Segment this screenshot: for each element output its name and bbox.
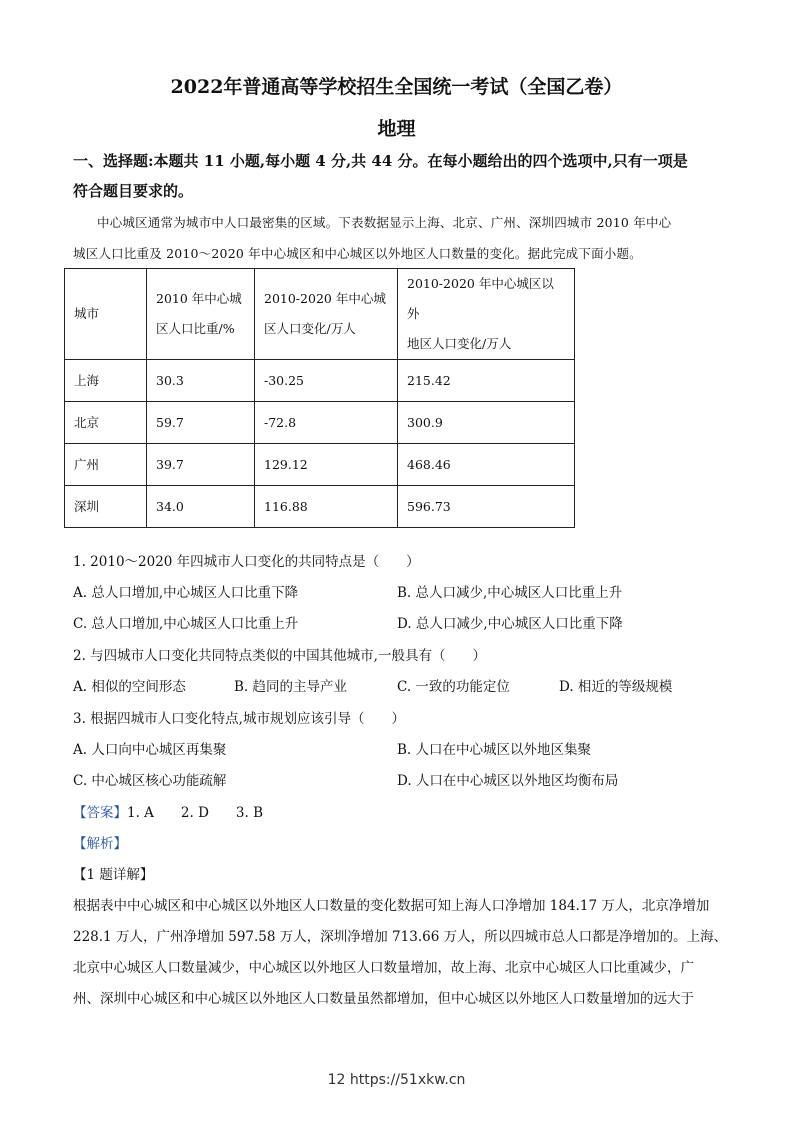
table-cell: 34.0 xyxy=(147,486,255,528)
table-header-cell: 2010 年中心城 区人口比重/% xyxy=(147,269,255,360)
table-cell: 596.73 xyxy=(398,486,575,528)
answer-values: 1. A 2. D 3. B xyxy=(127,805,264,821)
table-cell: 上海 xyxy=(65,360,147,402)
table-header-cell: 2010-2020 年中心城 区人口变化/万人 xyxy=(255,269,398,360)
table-cell: 39.7 xyxy=(147,444,255,486)
question-3-option-d: D. 人口在中心城区以外地区均衡布局 xyxy=(397,773,619,789)
detail-label: 【1 题详解】 xyxy=(73,867,154,883)
table-cell: 116.88 xyxy=(255,486,398,528)
intro-line-2: 城区人口比重及 2010～2020 年中心城区和中心城区以外地区人口数量的变化。据此完成下面小题。 xyxy=(73,246,642,261)
table-header-row xyxy=(65,269,575,360)
table-cell: 30.3 xyxy=(147,360,255,402)
intro-line-1: 中心城区通常为城市中人口最密集的区域。下表数据显示上海、北京、广州、深圳四城市 2010 年中心 xyxy=(97,215,672,230)
table-row xyxy=(65,486,575,528)
question-1-stem: 1. 2010～2020 年四城市人口变化的共同特点是（ ） xyxy=(73,554,420,570)
table-cell: 215.42 xyxy=(398,360,575,402)
analysis-line-4: 州、深圳中心城区和中心城区以外地区人口数量虽然都增加，但中心城区以外地区人口数量增加的远大于 xyxy=(73,991,694,1007)
question-2-option-c: C. 一致的功能定位 xyxy=(397,679,510,695)
question-1-option-d: D. 总人口减少,中心城区人口比重下降 xyxy=(397,616,623,632)
question-3-option-a: A. 人口向中心城区再集聚 xyxy=(73,742,227,758)
table-row xyxy=(65,402,575,444)
analysis-line-1: 根据表中中心城区和中心城区以外地区人口数量的变化数据可知上海人口净增加 184.17 万人，北京净增加 xyxy=(73,898,710,914)
table-cell: 深圳 xyxy=(65,486,147,528)
table-row xyxy=(65,444,575,486)
answer-label: 【答案】 xyxy=(73,805,127,821)
question-2-option-a: A. 相似的空间形态 xyxy=(73,679,186,695)
table-cell: 129.12 xyxy=(255,444,398,486)
question-3-stem: 3. 根据四城市人口变化特点,城市规划应该引导（ ） xyxy=(73,711,405,727)
table-cell: -72.8 xyxy=(255,402,398,444)
question-3-option-b: B. 人口在中心城区以外地区集聚 xyxy=(397,742,592,758)
question-1-option-c: C. 总人口增加,中心城区人口比重上升 xyxy=(73,616,299,632)
subject-heading: 地理 xyxy=(377,118,416,140)
analysis-line-2: 228.1 万人，广州净增加 597.58 万人，深圳净增加 713.66 万人，所以四城市总人口都是净增加的。上海、 xyxy=(73,929,728,945)
section-instruction-line-1: 一、选择题:本题共 11 小题,每小题 4 分,共 44 分。在每小题给出的四个选项中,只有一项是 xyxy=(73,152,688,170)
table-header-cell: 城市 xyxy=(65,269,147,360)
question-3-option-c: C. 中心城区核心功能疏解 xyxy=(73,773,227,789)
analysis-line-3: 北京中心城区人口数量减少，中心城区以外地区人口数量增加，故上海、北京中心城区人口比重减少，广 xyxy=(73,960,694,976)
question-2-stem: 2. 与四城市人口变化共同特点类似的中国其他城市,一般具有（ ） xyxy=(73,648,486,664)
table-cell: 北京 xyxy=(65,402,147,444)
answer-line xyxy=(73,801,263,821)
page-footer: 12 https://51xkw.cn xyxy=(327,1072,466,1088)
question-1-option-a: A. 总人口增加,中心城区人口比重下降 xyxy=(73,585,299,601)
population-table xyxy=(64,268,575,528)
table-cell: 468.46 xyxy=(398,444,575,486)
table-cell: 300.9 xyxy=(398,402,575,444)
section-instruction-line-2: 符合题目要求的。 xyxy=(73,182,194,200)
table-cell: 59.7 xyxy=(147,402,255,444)
analysis-label: 【解析】 xyxy=(73,836,127,852)
page-title: 2022年普通高等学校招生全国统一考试（全国乙卷） xyxy=(170,76,623,98)
question-1-option-b: B. 总人口减少,中心城区人口比重上升 xyxy=(397,585,623,601)
table-cell: 广州 xyxy=(65,444,147,486)
table-row xyxy=(65,360,575,402)
question-2-option-d: D. 相近的等级规模 xyxy=(559,679,673,695)
question-2-option-b: B. 趋同的主导产业 xyxy=(234,679,348,695)
table-cell: -30.25 xyxy=(255,360,398,402)
table-header-cell: 2010-2020 年中心城区以外 地区人口变化/万人 xyxy=(398,269,575,360)
